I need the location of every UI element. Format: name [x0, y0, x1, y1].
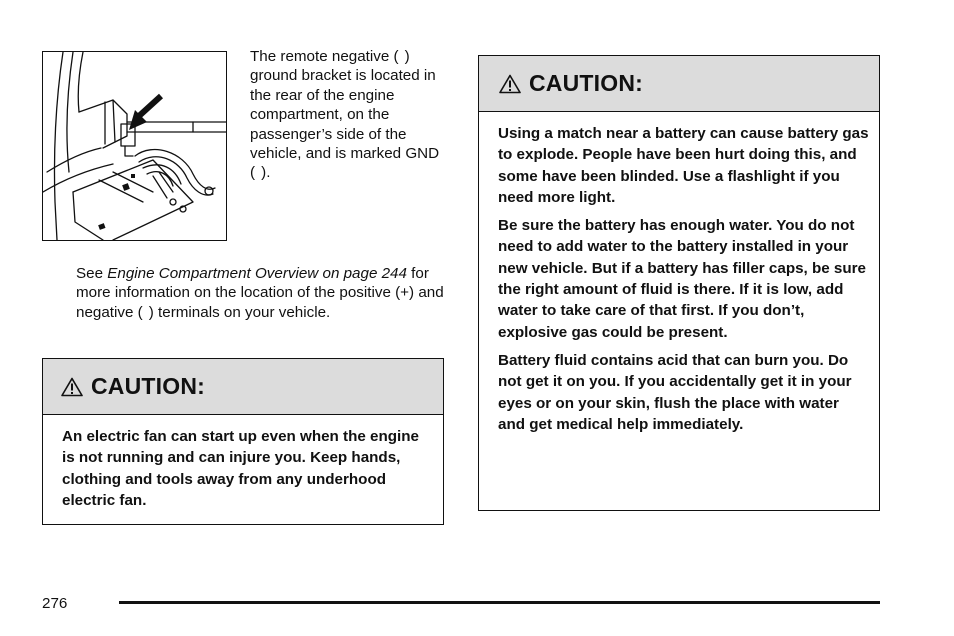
caution-paragraph: Be sure the battery has enough water. You do not need to add water to the battery installed in your new vehicle. But if a battery has filler caps, be sure the right amount of fluid is there. If it is low, add water to take care of that first. If you don’t, explosive gas could be present.	[498, 217, 867, 341]
see-suffix: for more information on the location of the positive (+) and negative ( ) terminals on your vehicle.	[76, 265, 444, 321]
warning-triangle-icon	[61, 377, 83, 397]
see-prefix: See	[76, 265, 108, 282]
footer-rule	[119, 601, 880, 604]
caution-body	[479, 112, 879, 435]
page-number: 276	[42, 595, 68, 612]
ground-bracket-description: The remote negative ( ) ground bracket is located in the rear of the engine compartment, on the passenger’s side of the vehicle, and is marked GND ( ).	[250, 48, 440, 182]
arrow-icon	[129, 96, 161, 130]
caution-body	[43, 415, 443, 511]
see-reference-paragraph	[76, 264, 446, 322]
caution-paragraph: An electric fan can start up even when the engine is not running and can injure you. Keep hands, clothing and tools away from any underhood electric fan.	[62, 428, 419, 509]
engine-compartment-illustration	[42, 51, 227, 241]
caution-paragraph: Using a match near a battery can cause battery gas to explode. People have been hurt doing this, and some have been blinded. Use a flashlight if you need more light.	[498, 125, 869, 206]
caution-header	[43, 359, 443, 415]
caution-title: CAUTION:	[91, 373, 206, 399]
caution-title: CAUTION:	[529, 70, 644, 96]
warning-triangle-icon	[499, 74, 521, 94]
ground-bracket-drawing	[43, 52, 226, 240]
caution-box-electric-fan	[42, 358, 444, 525]
caution-paragraph: Battery fluid contains acid that can burn you. Do not get it on you. If you accidentally get it in your eyes or on your skin, flush the place with water and get medical help immediately.	[498, 351, 852, 433]
cross-reference-link[interactable]: Engine Compartment Overview on page 244	[107, 265, 407, 282]
caution-box-battery	[478, 55, 880, 511]
caution-header	[479, 56, 879, 112]
